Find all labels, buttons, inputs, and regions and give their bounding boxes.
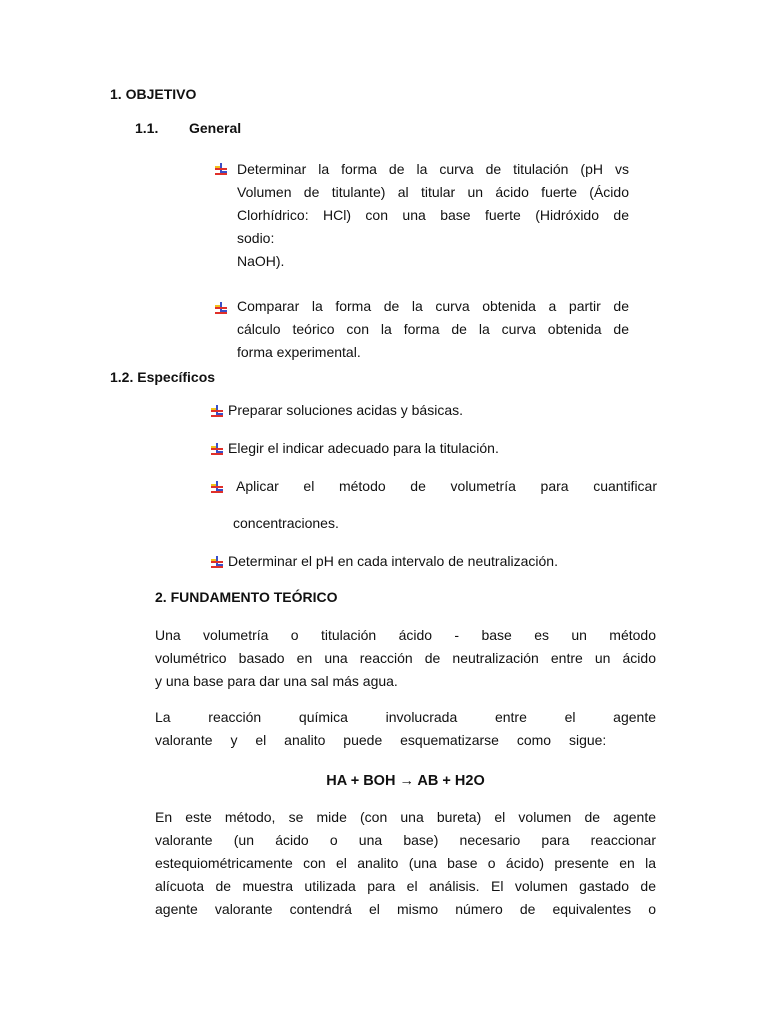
specific-item-1-text: Preparar soluciones acidas y básicas.	[228, 402, 464, 418]
reaction-equation: HA + BOH → AB + H2O	[326, 773, 485, 789]
subsection-1-1-title: General	[189, 120, 242, 136]
bullet-marker-icon	[210, 555, 224, 569]
section-1-title: 1. OBJETIVO	[110, 86, 197, 102]
specific-item-4-text: Determinar el pH en cada intervalo de neutralización.	[228, 553, 558, 569]
paragraph-3-line-4: alícuota de muestra utilizada para el análisis. El volumen gastado de	[155, 878, 656, 894]
general-item-2-line-1: Comparar la forma de la curva obtenida a partir de	[237, 298, 629, 314]
paragraph-2	[155, 706, 656, 752]
specific-item-1	[210, 402, 463, 418]
paragraph-2-line-1: La reacción química involucrada entre el agente	[155, 709, 656, 725]
specific-item-3-text: Aplicar el método de volumetría para cuantificar	[236, 478, 657, 494]
specific-item-4	[210, 553, 558, 569]
bullet-marker-icon	[210, 404, 224, 418]
paragraph-1-line-2: volumétrico basado en una reacción de neutralización entre un ácido	[155, 650, 656, 666]
general-item-1-line-4: sodio:	[237, 230, 275, 246]
general-item-1-line-1: Determinar la forma de la curva de titulación (pH vs	[237, 161, 629, 177]
specific-item-2	[210, 440, 499, 456]
subsection-1-1-number: 1.1.	[135, 120, 159, 136]
paragraph-1-line-1: Una volumetría o titulación ácido - base es un método	[155, 627, 656, 643]
general-item-2-line-2: cálculo teórico con la forma de la curva obtenida de	[237, 321, 629, 337]
paragraph-1	[155, 624, 656, 693]
general-item-1-line-2: Volumen de titulante) al titular un ácido fuerte (Ácido	[237, 184, 629, 200]
bullet-marker-icon	[214, 162, 228, 176]
paragraph-3	[155, 806, 656, 921]
specific-item-2-text: Elegir el indicar adecuado para la titulación.	[228, 440, 499, 456]
paragraph-3-line-5: agente valorante contendrá el mismo número de equivalentes o	[155, 901, 656, 917]
paragraph-2-line-2: valorante y el analito puede esquematizarse como sigue:	[155, 732, 607, 748]
specific-item-3	[210, 478, 657, 494]
paragraph-3-line-1: En este método, se mide (con una bureta) el volumen de agente	[155, 809, 656, 825]
section-2-title: 2. FUNDAMENTO TEÓRICO	[155, 589, 338, 605]
general-item-1-line-3: Clorhídrico: HCl) con una base fuerte (Hidróxido de	[237, 207, 629, 223]
bullet-marker-icon	[210, 480, 224, 494]
subsection-1-2-title: 1.2. Específicos	[110, 369, 216, 385]
paragraph-3-line-3: estequiométricamente con el analito (una base o ácido) presente en la	[155, 855, 656, 871]
general-item-1-line-5: NaOH).	[237, 253, 285, 269]
paragraph-3-line-2: valorante (un ácido o una base) necesario para reaccionar	[155, 832, 656, 848]
paragraph-1-line-3: y una base para dar una sal más agua.	[155, 673, 398, 689]
bullet-marker-icon	[210, 442, 224, 456]
general-item-2-line-3: forma experimental.	[237, 344, 361, 360]
general-item-1	[214, 158, 629, 273]
general-item-2	[214, 295, 629, 364]
specific-item-3-continuation: concentraciones.	[233, 515, 339, 531]
bullet-marker-icon	[214, 301, 228, 315]
